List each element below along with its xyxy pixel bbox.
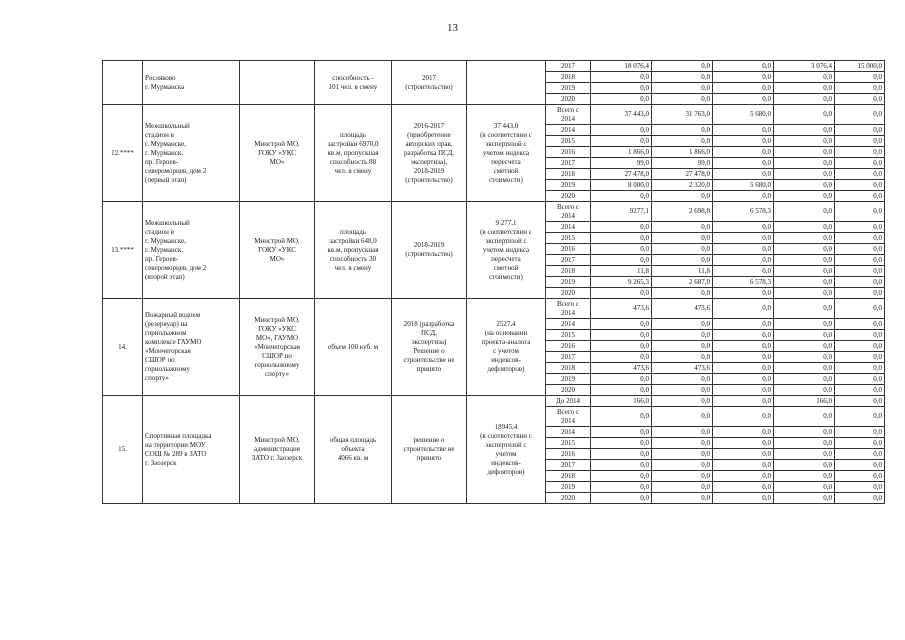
value-cell: 0,0	[591, 385, 652, 396]
value-cell: 0,0	[652, 471, 713, 482]
table-body	[103, 61, 885, 504]
year-cell: 2020	[546, 288, 591, 299]
value-cell: 0,0	[652, 125, 713, 136]
year-cell: Всего с 2014	[546, 202, 591, 222]
value-cell: 0,0	[652, 407, 713, 427]
value-cell: 0,0	[774, 136, 835, 147]
value-cell: 0,0	[835, 72, 885, 83]
value-cell: 0,0	[591, 482, 652, 493]
value-cell: 166,0	[774, 396, 835, 407]
object-number: 15.	[103, 396, 143, 504]
value-cell: 0,0	[713, 363, 774, 374]
value-cell: 0,0	[835, 482, 885, 493]
value-cell: 15 000,0	[835, 61, 885, 72]
value-cell: 0,0	[835, 169, 885, 180]
year-cell: 2016	[546, 244, 591, 255]
value-cell: 0,0	[774, 493, 835, 504]
value-cell: 0,0	[835, 105, 885, 125]
value-cell: 0,0	[835, 352, 885, 363]
object-customer: Минстрой МО, администрация ЗАТО г. Заозерск	[240, 396, 315, 504]
value-cell: 0,0	[835, 94, 885, 105]
value-cell: 0,0	[835, 180, 885, 191]
year-cell: 2017	[546, 158, 591, 169]
table-row	[103, 61, 885, 72]
value-cell: 0,0	[835, 125, 885, 136]
year-cell: 2015	[546, 233, 591, 244]
value-cell: 27 478,0	[652, 169, 713, 180]
value-cell: 0,0	[591, 374, 652, 385]
value-cell: 0,0	[713, 222, 774, 233]
value-cell: 0,0	[774, 105, 835, 125]
investment-table	[102, 60, 885, 504]
value-cell: 0,0	[652, 83, 713, 94]
object-number: 12.****	[103, 105, 143, 202]
value-cell: 0,0	[713, 396, 774, 407]
table-row	[103, 105, 885, 125]
value-cell: 0,0	[774, 222, 835, 233]
value-cell: 0,0	[774, 83, 835, 94]
value-cell: 0,0	[713, 255, 774, 266]
year-cell: 2019	[546, 482, 591, 493]
value-cell: 0,0	[835, 266, 885, 277]
object-name: Росляково г. Мурманска	[143, 61, 240, 105]
object-name: Пожарный водоем (резервуар) на горнолыжном комплексе ГАУМО «Мончегорская СШОР по горнолыжному спорту»	[143, 299, 240, 396]
value-cell: 0,0	[835, 493, 885, 504]
value-cell: 0,0	[591, 244, 652, 255]
value-cell: 0,0	[835, 396, 885, 407]
value-cell: 473,6	[652, 299, 713, 319]
value-cell: 0,0	[835, 277, 885, 288]
value-cell: 0,0	[591, 471, 652, 482]
value-cell: 37 443,0	[591, 105, 652, 125]
value-cell: 0,0	[835, 244, 885, 255]
value-cell: 0,0	[774, 125, 835, 136]
value-cell: 0,0	[713, 427, 774, 438]
year-cell: 2019	[546, 83, 591, 94]
value-cell: 0,0	[652, 191, 713, 202]
value-cell: 11,8	[652, 266, 713, 277]
value-cell: 0,0	[591, 288, 652, 299]
value-cell: 0,0	[591, 94, 652, 105]
value-cell: 0,0	[835, 471, 885, 482]
value-cell: 0,0	[713, 374, 774, 385]
value-cell: 0,0	[774, 266, 835, 277]
value-cell: 0,0	[591, 352, 652, 363]
value-cell: 0,0	[591, 493, 652, 504]
year-cell: 2016	[546, 449, 591, 460]
value-cell: 0,0	[713, 169, 774, 180]
object-name: Межшкольный стадион в г. Мурманске, г. Мурманск, пр. Героев- североморцев, дом 2 (первый этап)	[143, 105, 240, 202]
year-cell: 2014	[546, 319, 591, 330]
value-cell: 0,0	[774, 449, 835, 460]
value-cell: 0,0	[713, 482, 774, 493]
value-cell: 0,0	[652, 61, 713, 72]
object-capacity: площадь застройки 6970,0 кв.м, пропускная способность 88 чел. в смену	[315, 105, 392, 202]
object-cost: 2527,4 (на основании проекта-аналога с учетом индексов- дефляторов)	[467, 299, 546, 396]
object-period: 2016-2017 (приобретение авторских прав, разработка ПСД, экспертиза), 2018-2019 (строительство)	[392, 105, 467, 202]
value-cell: 0,0	[652, 385, 713, 396]
year-cell: 2015	[546, 330, 591, 341]
year-cell: 2020	[546, 385, 591, 396]
value-cell: 0,0	[835, 385, 885, 396]
value-cell: 0,0	[591, 427, 652, 438]
table-row	[103, 396, 885, 407]
value-cell: 99,0	[591, 158, 652, 169]
table-row	[103, 299, 885, 319]
year-cell: 2020	[546, 191, 591, 202]
value-cell: 9277,1	[591, 202, 652, 222]
value-cell: 0,0	[835, 427, 885, 438]
object-cost	[467, 61, 546, 105]
value-cell: 2 687,0	[652, 277, 713, 288]
value-cell: 0,0	[774, 330, 835, 341]
object-customer: Минстрой МО, ГОКУ «УКС МО», ГАУМО «Мончегорская СШОР по горнолыжному спорту»	[240, 299, 315, 396]
value-cell: 0,0	[774, 374, 835, 385]
value-cell: 0,0	[835, 147, 885, 158]
value-cell: 0,0	[591, 330, 652, 341]
year-cell: 2017	[546, 61, 591, 72]
object-customer: Минстрой МО, ГОКУ «УКС МО»	[240, 105, 315, 202]
value-cell: 0,0	[774, 233, 835, 244]
value-cell: 0,0	[713, 244, 774, 255]
value-cell: 0,0	[713, 407, 774, 427]
object-period: решение о строительстве не принято	[392, 396, 467, 504]
value-cell: 0,0	[713, 341, 774, 352]
value-cell: 0,0	[713, 438, 774, 449]
value-cell: 0,0	[652, 255, 713, 266]
value-cell: 0,0	[713, 233, 774, 244]
value-cell: 0,0	[774, 341, 835, 352]
object-period: 2018-2019 (строительство)	[392, 202, 467, 299]
value-cell: 0,0	[835, 299, 885, 319]
object-cost: 18945,4 (в соответствии с экспертизой с учетом индексов- дефляторов)	[467, 396, 546, 504]
value-cell: 0,0	[774, 460, 835, 471]
value-cell: 27 478,0	[591, 169, 652, 180]
value-cell: 0,0	[774, 482, 835, 493]
value-cell: 0,0	[774, 299, 835, 319]
value-cell: 0,0	[713, 158, 774, 169]
value-cell: 0,0	[774, 352, 835, 363]
object-capacity: объем 100 куб. м	[315, 299, 392, 396]
value-cell: 0,0	[835, 191, 885, 202]
value-cell: 0,0	[713, 147, 774, 158]
value-cell: 0,0	[774, 180, 835, 191]
value-cell: 0,0	[713, 136, 774, 147]
value-cell: 0,0	[652, 449, 713, 460]
value-cell: 0,0	[591, 407, 652, 427]
year-cell: 2018	[546, 471, 591, 482]
value-cell: 0,0	[713, 471, 774, 482]
value-cell: 0,0	[713, 299, 774, 319]
value-cell: 0,0	[835, 319, 885, 330]
year-cell: 2019	[546, 180, 591, 191]
value-cell: 0,0	[835, 460, 885, 471]
value-cell: 3 076,4	[774, 61, 835, 72]
value-cell: 0,0	[713, 493, 774, 504]
year-cell: 2020	[546, 94, 591, 105]
value-cell: 0,0	[774, 288, 835, 299]
value-cell: 0,0	[652, 396, 713, 407]
value-cell: 0,0	[774, 147, 835, 158]
value-cell: 0,0	[713, 266, 774, 277]
value-cell: 0,0	[713, 83, 774, 94]
object-number	[103, 61, 143, 105]
value-cell: 0,0	[835, 202, 885, 222]
value-cell: 0,0	[835, 255, 885, 266]
value-cell: 0,0	[652, 94, 713, 105]
value-cell: 0,0	[835, 136, 885, 147]
value-cell: 1 866,0	[591, 147, 652, 158]
value-cell: 0,0	[774, 72, 835, 83]
value-cell: 0,0	[713, 72, 774, 83]
value-cell: 0,0	[591, 460, 652, 471]
value-cell: 0,0	[652, 482, 713, 493]
year-cell: 2018	[546, 363, 591, 374]
object-capacity: способность - 101 чел. в смену	[315, 61, 392, 105]
value-cell: 0,0	[652, 341, 713, 352]
object-number: 13.****	[103, 202, 143, 299]
value-cell: 0,0	[835, 374, 885, 385]
year-cell: 2014	[546, 427, 591, 438]
value-cell: 0,0	[652, 244, 713, 255]
value-cell: 0,0	[713, 125, 774, 136]
value-cell: 0,0	[591, 125, 652, 136]
year-cell: До 2014	[546, 396, 591, 407]
value-cell: 2 320,0	[652, 180, 713, 191]
year-cell: Всего с 2014	[546, 105, 591, 125]
value-cell: 0,0	[774, 158, 835, 169]
year-cell: 2015	[546, 136, 591, 147]
value-cell: 0,0	[835, 341, 885, 352]
value-cell: 0,0	[652, 222, 713, 233]
value-cell: 0,0	[652, 438, 713, 449]
object-capacity: площадь застройки 648,0 кв.м, пропускная способность 30 чел. в смену	[315, 202, 392, 299]
value-cell: 0,0	[713, 319, 774, 330]
year-cell: 2018	[546, 169, 591, 180]
year-cell: 2016	[546, 147, 591, 158]
year-cell: Всего с 2014	[546, 299, 591, 319]
value-cell: 0,0	[713, 61, 774, 72]
year-cell: 2017	[546, 460, 591, 471]
value-cell: 0,0	[774, 427, 835, 438]
year-cell: 2017	[546, 255, 591, 266]
value-cell: 0,0	[591, 136, 652, 147]
value-cell: 0,0	[591, 191, 652, 202]
value-cell: 0,0	[774, 191, 835, 202]
value-cell: 0,0	[774, 169, 835, 180]
page-number: 13	[447, 22, 458, 34]
year-cell: 2019	[546, 277, 591, 288]
value-cell: 0,0	[774, 202, 835, 222]
value-cell: 0,0	[652, 288, 713, 299]
value-cell: 166,0	[591, 396, 652, 407]
value-cell: 473,6	[652, 363, 713, 374]
value-cell: 0,0	[713, 352, 774, 363]
value-cell: 0,0	[591, 222, 652, 233]
value-cell: 0,0	[713, 449, 774, 460]
value-cell: 0,0	[774, 363, 835, 374]
value-cell: 0,0	[774, 407, 835, 427]
value-cell: 0,0	[774, 385, 835, 396]
year-cell: 2014	[546, 125, 591, 136]
object-name: Спортивная площадка на территории МОУ СОШ № 289 в ЗАТО г. Заозерск	[143, 396, 240, 504]
value-cell: 0,0	[713, 385, 774, 396]
value-cell: 0,0	[591, 438, 652, 449]
value-cell: 0,0	[774, 319, 835, 330]
value-cell: 0,0	[591, 449, 652, 460]
value-cell: 0,0	[835, 222, 885, 233]
value-cell: 0,0	[652, 319, 713, 330]
value-cell: 5 680,0	[713, 105, 774, 125]
value-cell: 0,0	[591, 319, 652, 330]
year-cell: 2020	[546, 493, 591, 504]
value-cell: 0,0	[652, 460, 713, 471]
value-cell: 6 578,3	[713, 277, 774, 288]
value-cell: 9 265,3	[591, 277, 652, 288]
value-cell: 2 698,8	[652, 202, 713, 222]
value-cell: 0,0	[591, 341, 652, 352]
value-cell: 0,0	[713, 191, 774, 202]
table-row	[103, 202, 885, 222]
value-cell: 0,0	[652, 233, 713, 244]
value-cell: 0,0	[835, 407, 885, 427]
value-cell: 0,0	[652, 136, 713, 147]
value-cell: 0,0	[713, 460, 774, 471]
object-cost: 9 277,1 (в соответствии с экспертизой с учетом индекса пересчета сметной стоимости)	[467, 202, 546, 299]
value-cell: 0,0	[591, 233, 652, 244]
value-cell: 0,0	[835, 330, 885, 341]
value-cell: 0,0	[713, 330, 774, 341]
value-cell: 0,0	[774, 438, 835, 449]
value-cell: 0,0	[835, 363, 885, 374]
value-cell: 11,8	[591, 266, 652, 277]
value-cell: 0,0	[774, 244, 835, 255]
value-cell: 473,6	[591, 363, 652, 374]
value-cell: 99,0	[652, 158, 713, 169]
value-cell: 18 076,4	[591, 61, 652, 72]
value-cell: 0,0	[591, 255, 652, 266]
year-cell: 2017	[546, 352, 591, 363]
value-cell: 8 000,0	[591, 180, 652, 191]
value-cell: 0,0	[652, 374, 713, 385]
value-cell: 0,0	[835, 438, 885, 449]
value-cell: 0,0	[591, 72, 652, 83]
object-customer: Минстрой МО, ГОКУ «УКС МО»	[240, 202, 315, 299]
value-cell: 0,0	[652, 72, 713, 83]
value-cell: 0,0	[652, 330, 713, 341]
value-cell: 31 763,0	[652, 105, 713, 125]
value-cell: 0,0	[835, 83, 885, 94]
value-cell: 0,0	[591, 83, 652, 94]
object-capacity: общая площадь объекта 4066 кв. м	[315, 396, 392, 504]
value-cell: 0,0	[774, 94, 835, 105]
year-cell: 2019	[546, 374, 591, 385]
value-cell: 0,0	[713, 94, 774, 105]
value-cell: 0,0	[835, 449, 885, 460]
value-cell: 0,0	[652, 427, 713, 438]
value-cell: 0,0	[652, 493, 713, 504]
object-number: 14.	[103, 299, 143, 396]
year-cell: Всего с 2014	[546, 407, 591, 427]
value-cell: 5 680,0	[713, 180, 774, 191]
year-cell: 2018	[546, 72, 591, 83]
year-cell: 2016	[546, 341, 591, 352]
year-cell: 2014	[546, 222, 591, 233]
year-cell: 2015	[546, 438, 591, 449]
value-cell: 0,0	[835, 158, 885, 169]
object-period: 2018 (разработка ПСД, экспертиза) Решение о строительстве не принято	[392, 299, 467, 396]
value-cell: 0,0	[774, 471, 835, 482]
value-cell: 0,0	[652, 352, 713, 363]
value-cell: 0,0	[713, 288, 774, 299]
object-period: 2017 (строительство)	[392, 61, 467, 105]
object-customer	[240, 61, 315, 105]
value-cell: 0,0	[835, 288, 885, 299]
object-cost: 37 443,0 (в соответствии с экспертизой с учетом индекса пересчета сметной стоимости)	[467, 105, 546, 202]
object-name: Межшкольный стадион в г. Мурманске, г. Мурманск, пр. Героев- североморцев, дом 2 (второй этап)	[143, 202, 240, 299]
value-cell: 6 578,3	[713, 202, 774, 222]
value-cell: 473,6	[591, 299, 652, 319]
value-cell: 0,0	[774, 255, 835, 266]
value-cell: 0,0	[835, 233, 885, 244]
value-cell: 0,0	[774, 277, 835, 288]
year-cell: 2018	[546, 266, 591, 277]
value-cell: 1 866,0	[652, 147, 713, 158]
